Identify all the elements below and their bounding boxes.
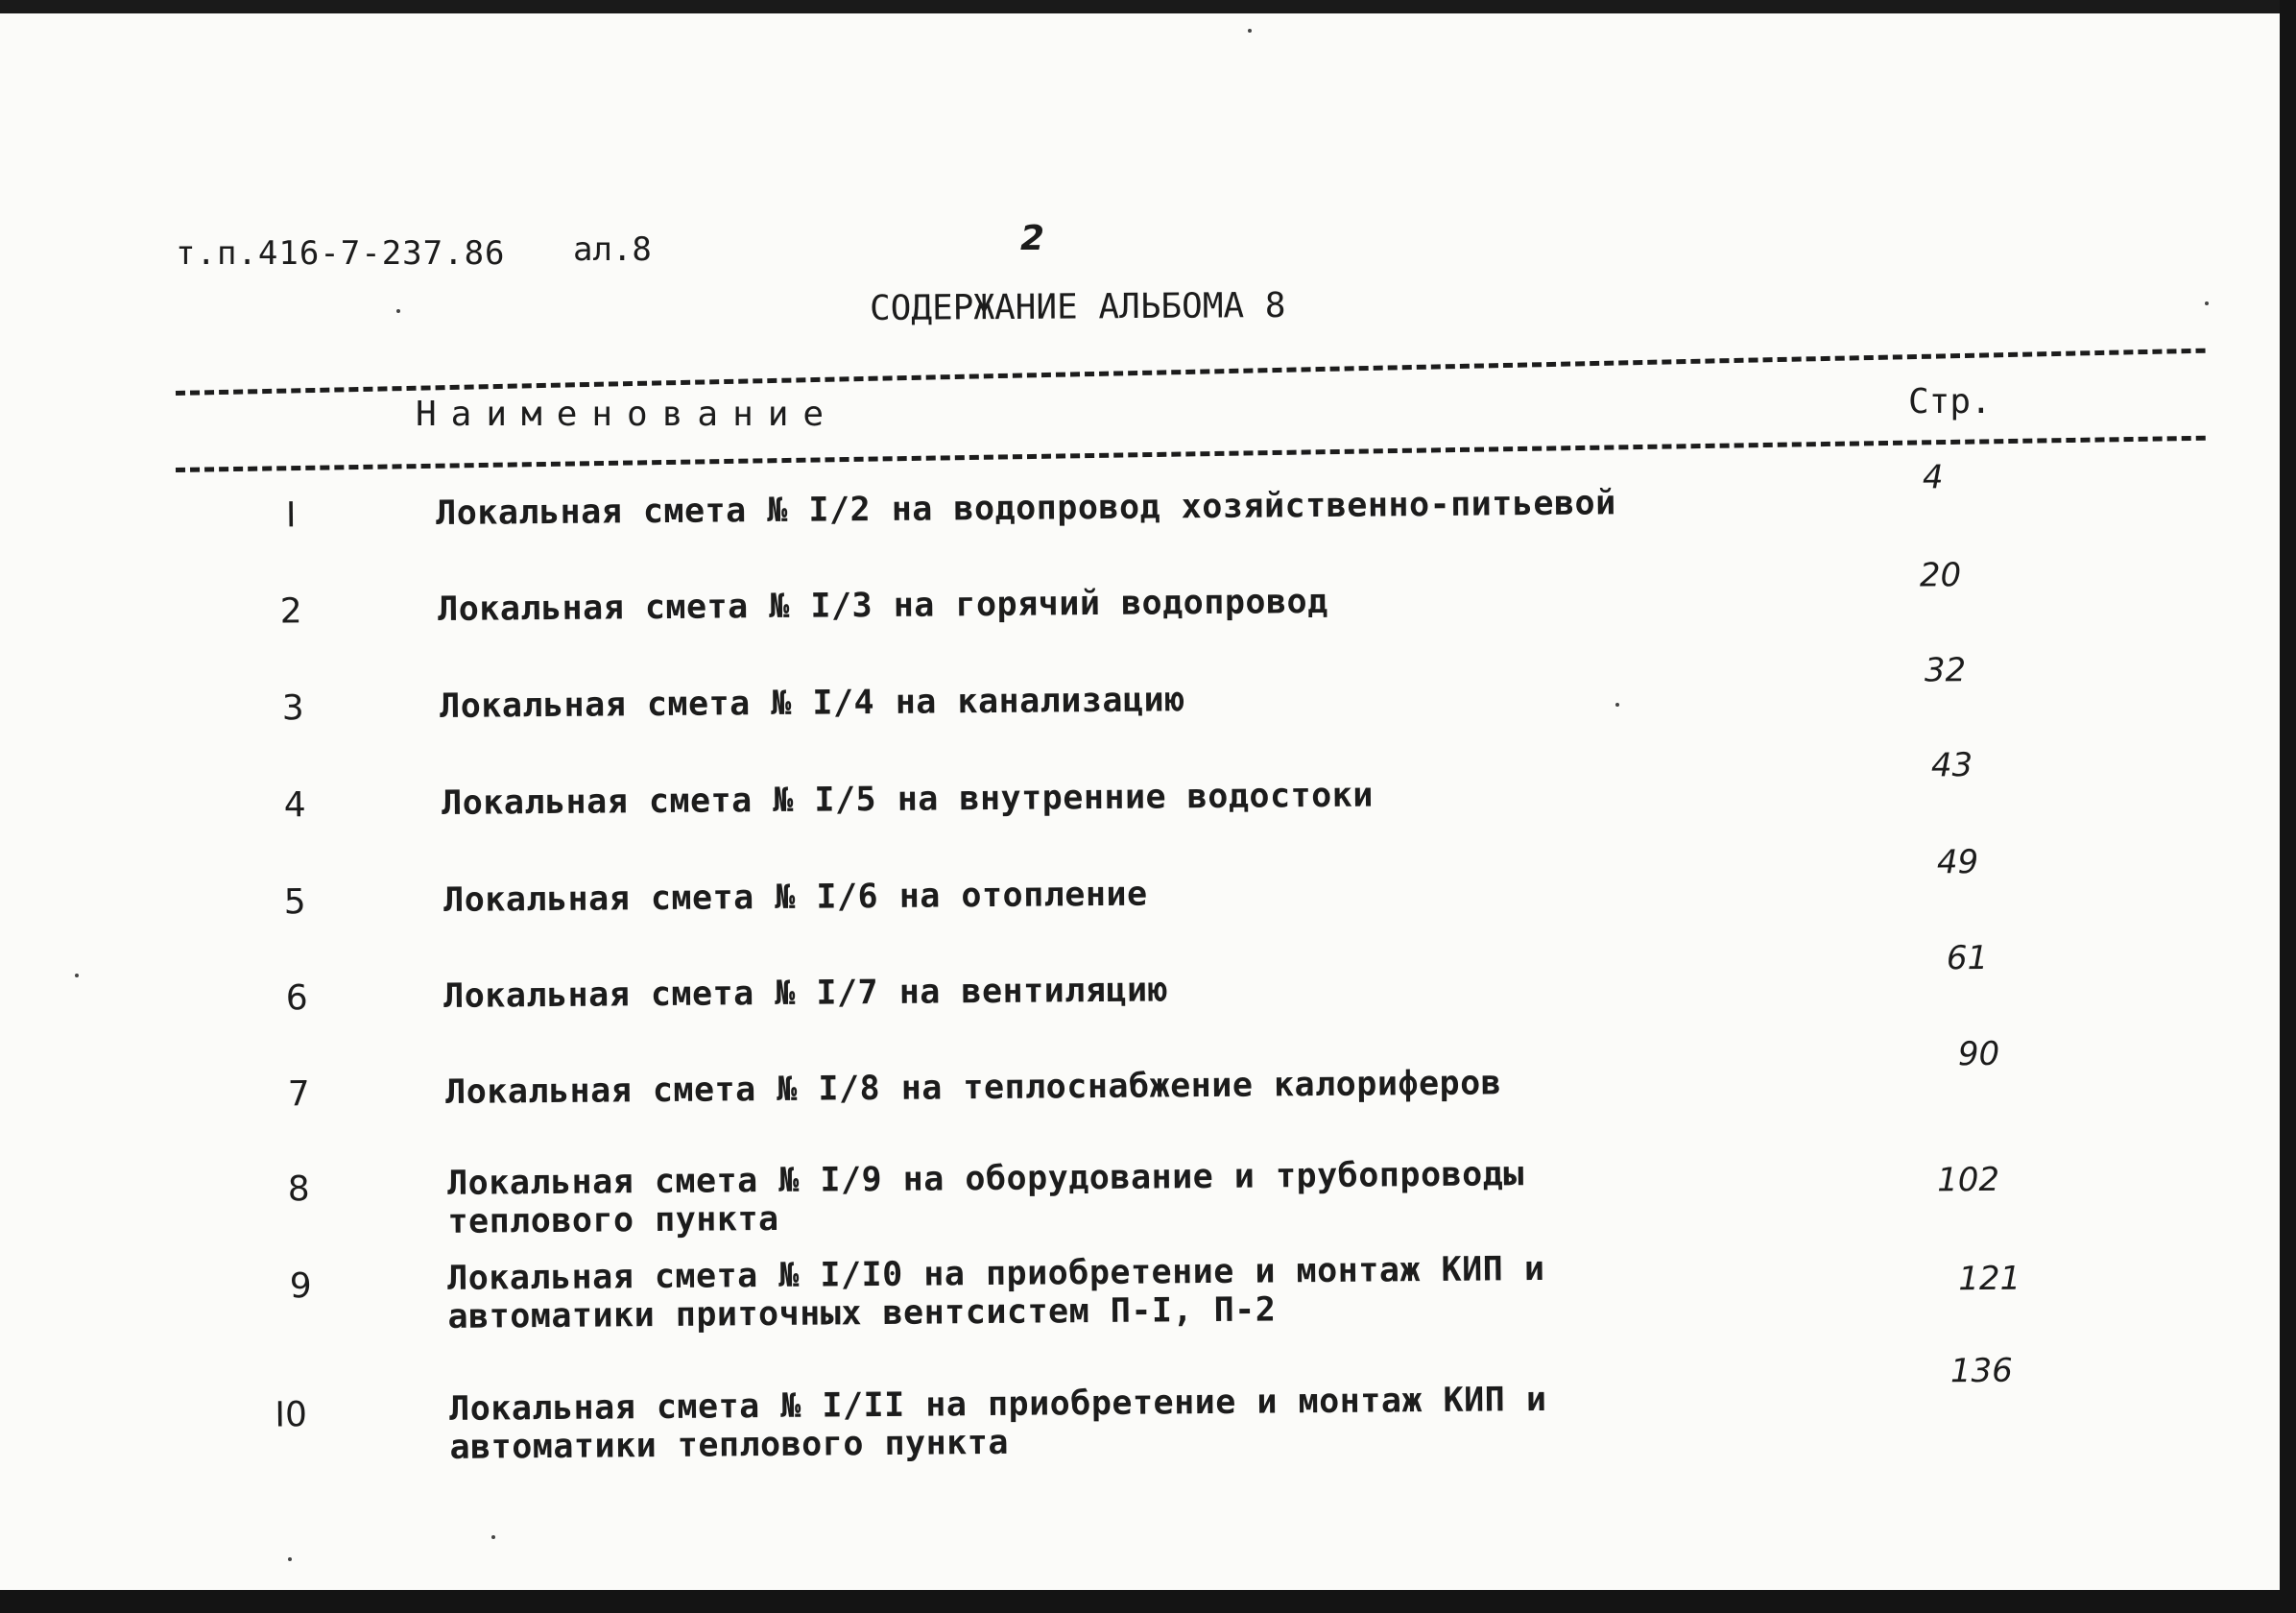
table-row (0, 651, 2280, 729)
document-page (0, 13, 2280, 1590)
row-title (449, 1381, 1547, 1467)
row-number: 4 (283, 785, 306, 826)
table-row (0, 1351, 2280, 1467)
row-title-line1: Локальная смета № I/7 на вентиляцию (442, 971, 1169, 1016)
row-title-line1: Локальная смета № I/3 на горячий водопровод (437, 582, 1328, 630)
row-title-line1: Локальная смета № I/I0 на приобретение и монтаж КИП и (446, 1249, 1545, 1298)
table-row (0, 1034, 2280, 1115)
row-title-line1: Локальная смета № I/II на приобретение и монтаж КИП и (448, 1380, 1547, 1429)
row-title-line1: Локальная смета № I/9 на оборудование и трубопроводы (446, 1155, 1525, 1203)
scan-speck (396, 309, 400, 313)
row-page: 32 (1924, 651, 1967, 690)
table-row (0, 1243, 2280, 1336)
scan-border-bottom (0, 1590, 2296, 1613)
header-bottom-rule (176, 436, 2206, 472)
table-row (0, 556, 2280, 632)
row-page: 49 (1936, 843, 1979, 882)
row-number: 6 (285, 978, 308, 1019)
row-title (436, 484, 1616, 533)
row-page: 121 (1958, 1259, 2021, 1299)
table-row (0, 1150, 2280, 1241)
row-page: 90 (1957, 1034, 2000, 1074)
row-title-line1: Локальная смета № I/4 на канализацию (439, 681, 1185, 727)
row-title (443, 876, 1148, 920)
row-title (445, 1064, 1501, 1112)
row-title (447, 1155, 1524, 1241)
album-label: ал.8 (573, 230, 652, 269)
row-number: I0 (275, 1395, 308, 1435)
scan-speck (1248, 29, 1252, 33)
row-title-line2: автоматики приточных вентсистем П-I, П-2 (447, 1290, 1277, 1336)
row-page: 4 (1922, 458, 1944, 497)
scan-speck (1615, 703, 1619, 707)
row-title-line2: автоматики теплового пункта (449, 1423, 1010, 1467)
scan-speck (2205, 301, 2209, 305)
row-number: 5 (283, 882, 306, 923)
row-title-line1: Локальная смета № I/2 на водопровод хозяйственно-питьевой (435, 484, 1616, 534)
table-row (0, 843, 2280, 923)
row-page: 61 (1946, 938, 1989, 978)
table-row (0, 458, 2280, 536)
row-number: 3 (281, 688, 304, 729)
row-title-line1: Локальная смета № I/8 на теплоснабжение калориферов (444, 1064, 1502, 1112)
row-title-line2: теплового пункта (447, 1199, 779, 1241)
scan-speck (491, 1535, 495, 1539)
row-number: 7 (287, 1074, 310, 1115)
document-code: т.п.416-7-237.86 (176, 234, 506, 273)
page-title: СОДЕРЖАНИЕ АЛЬБОМА 8 (869, 285, 1286, 328)
row-number: I (285, 495, 297, 536)
row-number: 8 (287, 1169, 310, 1210)
scan-speck (75, 974, 79, 977)
row-page: 102 (1936, 1160, 2000, 1200)
scan-border-right (2280, 0, 2296, 1613)
row-title (447, 1250, 1545, 1336)
row-page: 20 (1919, 556, 1962, 595)
table-row (0, 938, 2280, 1019)
row-number: 2 (279, 591, 302, 632)
row-number: 9 (289, 1266, 312, 1307)
row-page: 136 (1949, 1351, 2013, 1391)
column-header-page: Стр. (1908, 382, 1992, 421)
row-title-line1: Локальная смета № I/6 на отопление (442, 875, 1148, 920)
row-title (443, 971, 1168, 1016)
table-row (0, 746, 2280, 826)
header-top-rule (176, 349, 2206, 396)
row-title (442, 777, 1374, 823)
row-page: 43 (1930, 746, 1973, 785)
page-number: 2 (1020, 219, 1045, 258)
column-header-name: Наименование (416, 395, 839, 434)
row-title-line1: Локальная смета № I/5 на внутренние водостоки (441, 776, 1375, 823)
scan-speck (288, 1557, 292, 1561)
row-title (438, 583, 1328, 629)
row-title (440, 681, 1185, 726)
